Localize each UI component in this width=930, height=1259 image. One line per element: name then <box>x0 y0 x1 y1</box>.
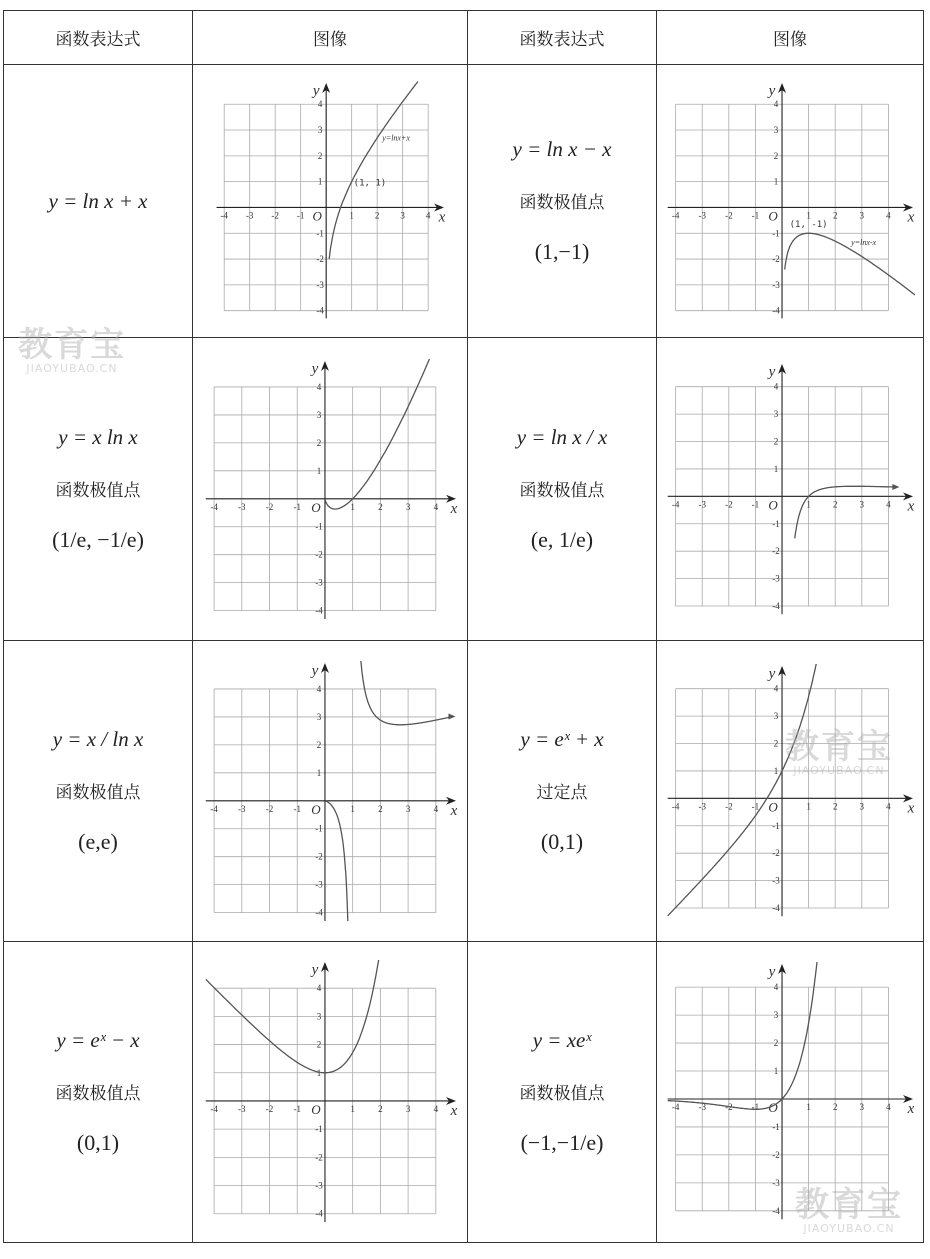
extremum-point: (e,e) <box>78 829 118 854</box>
x-axis-label: x <box>438 209 446 226</box>
y-tick-label: -2 <box>772 847 780 858</box>
x-tick-label: 3 <box>400 210 405 221</box>
y-tick-label: -3 <box>314 879 323 890</box>
x-axis-label: x <box>450 500 457 517</box>
x-axis-label: x <box>907 799 915 816</box>
extremum-label: 函数极值点 <box>55 481 141 501</box>
fixed-point: (0,1) <box>540 829 584 854</box>
x-tick-label: -1 <box>751 800 760 811</box>
y-tick-label: -3 <box>772 1177 780 1188</box>
function-expression: y = ln x − x <box>512 137 612 161</box>
x-tick-label: 3 <box>405 1103 410 1114</box>
y-tick-label: -3 <box>314 577 323 588</box>
x-axis-label: x <box>907 209 915 226</box>
y-tick-label: 2 <box>316 1039 321 1050</box>
table-row <box>4 641 924 942</box>
y-tick-label: -2 <box>772 254 780 265</box>
y-tick-label: 1 <box>773 463 779 474</box>
x-tick-label: 3 <box>859 210 865 221</box>
x-tick-label: 1 <box>806 498 811 509</box>
extremum-point: (0,1) <box>76 1130 120 1155</box>
x-axis-label: x <box>907 1100 915 1117</box>
x-tick-label: -2 <box>271 210 279 221</box>
x-tick-label: -4 <box>209 1103 218 1114</box>
x-tick-label: 4 <box>886 210 891 221</box>
origin-label: O <box>310 1101 321 1117</box>
y-tick-label: -1 <box>772 228 780 239</box>
y-tick-label: 2 <box>773 1038 779 1049</box>
y-tick-label: 2 <box>317 150 323 161</box>
function-table <box>3 10 924 1243</box>
y-tick-label: 3 <box>773 710 779 721</box>
y-tick-label: 2 <box>773 150 779 161</box>
x-tick-label: 4 <box>886 1101 891 1112</box>
x-tick-label: -2 <box>725 210 733 221</box>
y-tick-label: -1 <box>772 820 780 831</box>
origin-label: O <box>768 1099 778 1115</box>
y-tick-label: -4 <box>314 907 323 918</box>
x-tick-label: -1 <box>292 1103 301 1114</box>
y-tick-label: 4 <box>317 99 323 110</box>
x-tick-label: -3 <box>245 210 254 221</box>
x-tick-label: -1 <box>751 210 760 221</box>
y-tick-label: 2 <box>316 739 321 750</box>
y-tick-label: 4 <box>316 381 321 392</box>
x-tick-label: 3 <box>405 803 410 814</box>
y-tick-label: -4 <box>314 1208 323 1219</box>
y-tick-label: 4 <box>316 982 321 993</box>
fixed-point-label: 过定点 <box>536 783 588 803</box>
y-tick-label: -1 <box>772 1121 780 1132</box>
graph-ln-x-minus-x <box>657 81 923 321</box>
x-tick-label: -1 <box>751 1101 760 1112</box>
watermark-logo: 教育宝 JIAOYUBAO.CN <box>795 1185 903 1235</box>
function-expression: y = ln x / x <box>516 425 608 449</box>
function-curve <box>795 486 897 538</box>
extremum-label: 函数极值点 <box>519 193 605 213</box>
x-tick-label: -3 <box>698 210 706 221</box>
extremum-point: (e, 1/e) <box>530 527 594 552</box>
y-tick-label: -3 <box>772 573 780 584</box>
y-tick-label: -2 <box>772 545 780 556</box>
origin-label: O <box>312 208 322 224</box>
x-tick-label: -4 <box>220 210 228 221</box>
extremum-point: (1,−1) <box>534 239 590 264</box>
y-tick-label: 3 <box>773 125 779 136</box>
graph-canvas <box>665 664 915 919</box>
y-tick-label: 4 <box>773 381 779 392</box>
y-tick-label: -4 <box>314 605 323 616</box>
x-tick-label: 2 <box>377 1103 383 1114</box>
x-tick-label: 4 <box>433 803 438 814</box>
curve-arrow <box>448 714 455 720</box>
x-tick-label: 1 <box>349 210 354 221</box>
y-axis-label: y <box>311 361 318 377</box>
graph-ln-x-over-x <box>657 362 923 617</box>
y-tick-label: -4 <box>772 600 780 611</box>
x-axis-label: x <box>450 802 457 819</box>
origin-label: O <box>310 499 321 515</box>
table-row <box>4 65 924 338</box>
curve-label: y=lnx+x <box>382 133 410 143</box>
y-tick-label: -4 <box>772 1205 780 1216</box>
origin-label: O <box>768 208 778 224</box>
function-curve <box>325 801 348 921</box>
graph-canvas <box>203 661 458 921</box>
x-tick-label: 3 <box>859 800 865 811</box>
y-tick-label: -2 <box>316 254 324 265</box>
graph-canvas <box>203 359 458 619</box>
x-tick-label: -3 <box>698 498 706 509</box>
extremum-label: 函数极值点 <box>55 783 141 803</box>
header-expression-1: 函数表达式 <box>4 11 193 65</box>
graph-x-e-x <box>657 962 923 1222</box>
x-tick-label: -2 <box>725 800 733 811</box>
table-row <box>4 338 924 641</box>
y-tick-label: -2 <box>314 549 323 560</box>
y-tick-label: 1 <box>773 765 779 776</box>
y-axis-label: y <box>768 363 776 380</box>
y-tick-label: -1 <box>314 1123 323 1134</box>
y-tick-label: -3 <box>316 279 324 290</box>
x-tick-label: 2 <box>832 210 838 221</box>
x-tick-label: -1 <box>292 501 301 512</box>
y-tick-label: 4 <box>773 982 779 993</box>
function-curve <box>668 962 820 1109</box>
y-tick-label: 2 <box>773 738 779 749</box>
y-tick-label: 1 <box>773 1066 779 1077</box>
x-tick-label: -3 <box>698 800 706 811</box>
x-tick-label: 1 <box>349 1103 355 1114</box>
function-curve <box>329 82 418 260</box>
y-tick-label: -1 <box>316 228 324 239</box>
extremum-point: (1/e, −1/e) <box>52 527 144 552</box>
y-tick-label: -1 <box>314 823 323 834</box>
point-label: (1, 1) <box>353 178 387 189</box>
x-tick-label: 4 <box>425 210 431 221</box>
graph-x-over-ln-x <box>193 661 467 921</box>
x-tick-label: 2 <box>377 803 383 814</box>
graph-canvas <box>665 962 915 1222</box>
origin-label: O <box>310 801 321 817</box>
function-expression: y = eˣ − x <box>56 1028 140 1052</box>
x-tick-label: 1 <box>806 800 811 811</box>
y-tick-label: 2 <box>316 437 321 448</box>
y-tick-label: 3 <box>773 1010 779 1021</box>
x-tick-label: 2 <box>832 1101 838 1112</box>
function-expression: y = ln x + x <box>48 188 148 213</box>
x-tick-label: -4 <box>671 1101 680 1112</box>
y-tick-label: -2 <box>314 851 323 862</box>
graph-e-x-minus-x <box>193 960 467 1225</box>
x-tick-label: -3 <box>237 1103 246 1114</box>
y-tick-label: -4 <box>772 305 780 316</box>
graph-ln-x-plus-x <box>193 81 467 321</box>
x-tick-label: -2 <box>725 498 733 509</box>
x-tick-label: -4 <box>671 498 680 509</box>
header-graph-1: 图像 <box>193 11 468 65</box>
x-tick-label: -4 <box>209 501 218 512</box>
function-expression: y = eˣ + x <box>520 727 604 751</box>
x-tick-label: -4 <box>671 210 680 221</box>
x-tick-label: -2 <box>265 803 273 814</box>
x-tick-label: -1 <box>296 210 305 221</box>
y-tick-label: 1 <box>316 465 321 476</box>
y-tick-label: 4 <box>773 99 779 110</box>
x-tick-label: -1 <box>292 803 301 814</box>
y-tick-label: 1 <box>316 767 321 778</box>
watermark-logo: 教育宝 JIAOYUBAO.CN <box>785 727 893 777</box>
function-expression: y = x / ln x <box>52 727 144 751</box>
y-axis-label: y <box>768 964 776 980</box>
x-tick-label: 2 <box>374 210 380 221</box>
y-axis-label: y <box>768 665 776 682</box>
x-tick-label: 4 <box>433 501 438 512</box>
x-tick-label: 1 <box>349 501 355 512</box>
y-tick-label: 1 <box>773 176 779 187</box>
x-tick-label: -3 <box>237 501 246 512</box>
y-axis-label: y <box>311 961 318 978</box>
y-tick-label: 3 <box>773 408 779 419</box>
y-tick-label: 3 <box>316 409 321 420</box>
x-tick-label: 3 <box>859 498 865 509</box>
x-tick-label: 1 <box>806 1101 811 1112</box>
header-graph-2: 图像 <box>657 11 924 65</box>
origin-label: O <box>768 496 778 512</box>
y-tick-label: -3 <box>772 875 780 886</box>
x-tick-label: 4 <box>886 498 891 509</box>
y-tick-label: -1 <box>314 521 323 532</box>
graph-canvas <box>665 362 915 617</box>
header-expression-2: 函数表达式 <box>468 11 657 65</box>
y-tick-label: 4 <box>773 683 779 694</box>
curve-arrow <box>892 484 899 490</box>
y-axis-label: y <box>311 663 318 679</box>
x-tick-label: -4 <box>209 803 218 814</box>
function-expression: y = x ln x <box>58 425 138 449</box>
x-tick-label: -2 <box>265 501 273 512</box>
y-tick-label: -2 <box>314 1151 323 1162</box>
x-tick-label: -2 <box>725 1101 733 1112</box>
y-tick-label: -1 <box>772 518 780 529</box>
watermark-logo: 教育宝 JIAOYUBAO.CN <box>18 325 126 375</box>
function-curve <box>356 661 453 725</box>
x-axis-label: x <box>907 497 915 514</box>
x-axis-label: x <box>450 1102 457 1119</box>
y-tick-label: 3 <box>316 1010 321 1021</box>
y-tick-label: 1 <box>317 176 323 187</box>
x-tick-label: 2 <box>377 501 383 512</box>
y-tick-label: 1 <box>316 1067 321 1078</box>
x-tick-label: 4 <box>886 800 891 811</box>
extremum-point: (−1,−1/e) <box>520 1130 604 1155</box>
x-tick-label: -2 <box>265 1103 273 1114</box>
curve-label: y=lnx-x <box>851 237 877 247</box>
x-tick-label: 3 <box>405 501 410 512</box>
x-tick-label: -4 <box>671 800 680 811</box>
x-tick-label: 1 <box>349 803 355 814</box>
y-axis-label: y <box>312 83 320 99</box>
function-expression: y = xeˣ <box>532 1028 592 1052</box>
x-tick-label: 3 <box>859 1101 865 1112</box>
extremum-label: 函数极值点 <box>519 1084 605 1104</box>
y-tick-label: -3 <box>314 1180 323 1191</box>
origin-label: O <box>768 798 778 814</box>
y-tick-label: 4 <box>316 683 321 694</box>
y-tick-label: 3 <box>317 125 323 136</box>
x-tick-label: -3 <box>698 1101 706 1112</box>
y-tick-label: 2 <box>773 436 779 447</box>
x-tick-label: 2 <box>832 800 838 811</box>
x-tick-label: 1 <box>806 210 811 221</box>
extremum-label: 函数极值点 <box>519 481 605 501</box>
graph-canvas <box>214 81 446 321</box>
function-curve <box>668 664 818 916</box>
header-row <box>4 11 924 65</box>
point-label: (1, -1) <box>789 219 828 230</box>
x-tick-label: 4 <box>433 1103 438 1114</box>
graph-canvas <box>203 960 458 1225</box>
extremum-label: 函数极值点 <box>55 1084 141 1104</box>
x-tick-label: -1 <box>751 498 760 509</box>
y-tick-label: -2 <box>772 1149 780 1160</box>
y-tick-label: -4 <box>316 305 324 316</box>
y-tick-label: -4 <box>772 902 780 913</box>
graph-x-ln-x <box>193 359 467 619</box>
x-tick-label: -3 <box>237 803 246 814</box>
table-row <box>4 942 924 1243</box>
y-tick-label: -3 <box>772 279 780 290</box>
function-curve <box>785 233 915 295</box>
y-tick-label: 3 <box>316 711 321 722</box>
x-tick-label: 2 <box>832 498 838 509</box>
graph-e-x-plus-x <box>657 664 923 919</box>
y-axis-label: y <box>768 83 776 99</box>
graph-canvas <box>665 81 915 321</box>
